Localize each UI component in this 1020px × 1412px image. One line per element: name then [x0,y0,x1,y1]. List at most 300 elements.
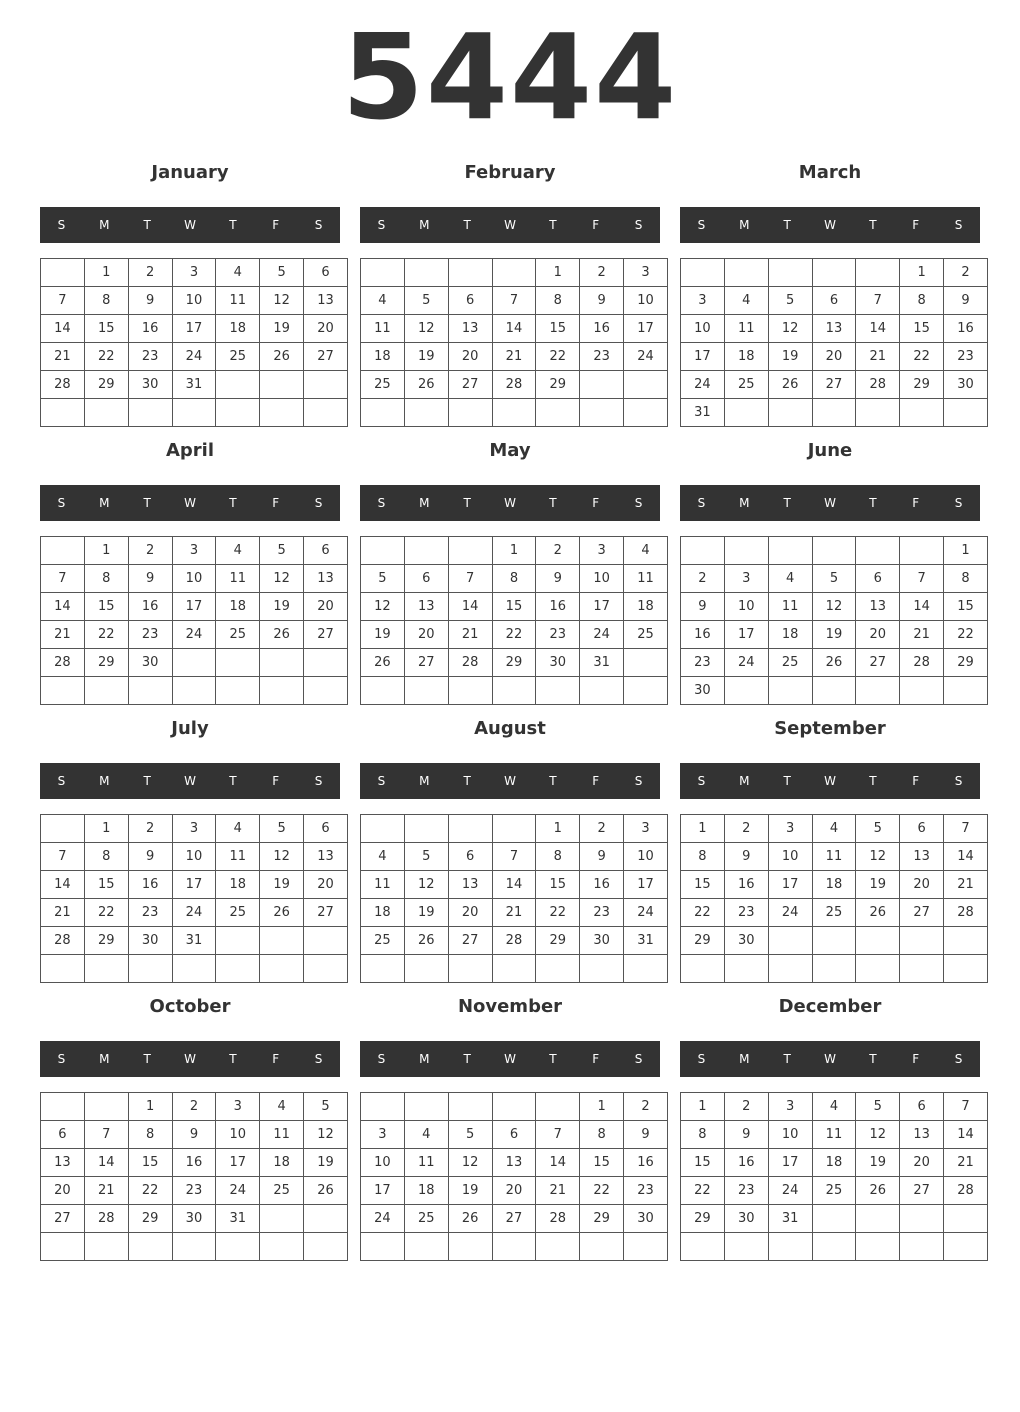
day-cell: 24 [580,621,624,649]
empty-cell [41,677,85,705]
day-cell: 10 [724,593,768,621]
day-cell: 23 [128,899,172,927]
empty-cell [216,371,260,399]
day-cell: 25 [216,621,260,649]
week-row [41,649,348,677]
week-row [681,677,988,705]
day-cell: 2 [681,565,725,593]
day-cell: 27 [304,621,348,649]
week-row [681,649,988,677]
day-cell: 1 [84,259,128,287]
day-cell: 1 [580,1093,624,1121]
day-cell: 28 [84,1205,128,1233]
day-cell: 13 [856,593,900,621]
empty-cell [404,537,448,565]
day-cell: 27 [448,927,492,955]
empty-cell [856,537,900,565]
day-cell: 8 [536,287,580,315]
day-cell: 3 [768,815,812,843]
day-cell: 6 [812,287,856,315]
day-cell: 5 [260,815,304,843]
day-grid [360,536,668,705]
empty-cell [580,955,624,983]
empty-cell [361,955,405,983]
empty-cell [492,259,536,287]
week-row [361,815,668,843]
day-cell: 10 [580,565,624,593]
day-cell: 20 [404,621,448,649]
weekday-label: T [143,218,151,232]
week-row [681,315,988,343]
day-cell: 11 [361,871,405,899]
day-cell: 22 [536,899,580,927]
empty-cell [260,677,304,705]
day-cell: 23 [128,343,172,371]
week-row [41,815,348,843]
day-cell: 3 [361,1121,405,1149]
day-cell: 25 [361,371,405,399]
empty-cell [216,677,260,705]
day-cell: 11 [724,315,768,343]
empty-cell [856,677,900,705]
day-cell: 14 [448,593,492,621]
weekday-label: F [912,218,920,232]
empty-cell [724,259,768,287]
week-row [361,871,668,899]
day-cell: 30 [128,649,172,677]
day-cell: 13 [900,843,944,871]
week-row [361,927,668,955]
weekday-label: W [504,1052,516,1066]
day-cell: 6 [304,815,348,843]
day-cell: 19 [260,871,304,899]
day-cell: 19 [404,343,448,371]
day-cell: 1 [536,259,580,287]
empty-cell [768,259,812,287]
day-cell: 31 [172,927,216,955]
day-cell: 2 [536,537,580,565]
day-cell: 24 [361,1205,405,1233]
day-cell: 2 [580,259,624,287]
day-cell: 10 [216,1121,260,1149]
day-cell: 10 [172,287,216,315]
weekday-label: T [143,496,151,510]
empty-cell [304,927,348,955]
day-cell: 20 [304,593,348,621]
day-cell: 3 [172,537,216,565]
day-cell: 10 [681,315,725,343]
day-cell: 16 [580,315,624,343]
day-cell: 16 [944,315,988,343]
day-cell: 20 [492,1177,536,1205]
week-row [361,843,668,871]
day-cell: 18 [260,1149,304,1177]
empty-cell [128,955,172,983]
week-row [41,955,348,983]
day-cell: 3 [624,259,668,287]
day-cell: 20 [900,871,944,899]
weekday-header [40,485,340,521]
day-cell: 28 [448,649,492,677]
week-row [681,927,988,955]
week-row [41,1149,348,1177]
weekday-label: F [592,218,600,232]
day-cell: 26 [812,649,856,677]
day-cell: 30 [172,1205,216,1233]
day-cell: 28 [856,371,900,399]
empty-cell [624,955,668,983]
day-cell: 2 [128,537,172,565]
day-cell: 3 [172,259,216,287]
month-name: May [489,440,531,461]
day-cell: 23 [724,899,768,927]
day-cell: 10 [624,287,668,315]
day-cell: 11 [216,287,260,315]
empty-cell [536,677,580,705]
day-cell: 31 [580,649,624,677]
empty-cell [812,1233,856,1261]
week-row [681,1205,988,1233]
empty-cell [41,815,85,843]
day-cell: 23 [624,1177,668,1205]
day-cell: 17 [172,315,216,343]
empty-cell [260,371,304,399]
week-row [41,315,348,343]
empty-cell [492,955,536,983]
weekday-label: T [869,496,877,510]
day-cell: 29 [900,371,944,399]
day-cell: 11 [624,565,668,593]
week-row [41,1093,348,1121]
empty-cell [448,537,492,565]
empty-cell [812,1205,856,1233]
day-cell: 1 [681,1093,725,1121]
weekday-label: S [697,774,706,788]
empty-cell [41,259,85,287]
empty-cell [361,815,405,843]
day-cell: 10 [361,1149,405,1177]
week-row [681,955,988,983]
day-cell: 21 [41,621,85,649]
empty-cell [768,677,812,705]
day-cell: 27 [304,343,348,371]
weekday-label: T [463,1052,471,1066]
day-cell: 3 [216,1093,260,1121]
empty-cell [84,955,128,983]
day-cell: 23 [724,1177,768,1205]
day-cell: 20 [448,343,492,371]
day-cell: 15 [492,593,536,621]
day-cell: 3 [768,1093,812,1121]
day-cell: 10 [768,1121,812,1149]
day-cell: 9 [944,287,988,315]
weekday-label: S [697,496,706,510]
empty-cell [128,399,172,427]
empty-cell [260,1205,304,1233]
weekday-label: M [99,218,110,232]
day-cell: 18 [624,593,668,621]
day-cell: 17 [172,593,216,621]
day-cell: 9 [536,565,580,593]
month-name: August [474,718,546,739]
day-cell: 25 [624,621,668,649]
day-cell: 12 [812,593,856,621]
day-cell: 19 [448,1177,492,1205]
empty-cell [856,399,900,427]
day-cell: 28 [944,1177,988,1205]
day-cell: 11 [260,1121,304,1149]
day-cell: 19 [812,621,856,649]
empty-cell [812,927,856,955]
day-cell: 6 [404,565,448,593]
day-cell: 25 [361,927,405,955]
day-cell: 12 [260,565,304,593]
day-cell: 28 [492,927,536,955]
day-cell: 17 [624,871,668,899]
empty-cell [304,1233,348,1261]
day-cell: 17 [724,621,768,649]
week-row [361,1121,668,1149]
empty-cell [580,1233,624,1261]
weekday-label: S [314,1052,323,1066]
empty-cell [812,955,856,983]
weekday-label: F [272,496,280,510]
day-cell: 21 [448,621,492,649]
day-cell: 29 [681,1205,725,1233]
day-cell: 15 [580,1149,624,1177]
day-cell: 13 [492,1149,536,1177]
weekday-label: S [634,218,643,232]
day-cell: 10 [624,843,668,871]
day-cell: 12 [404,871,448,899]
day-cell: 16 [580,871,624,899]
day-cell: 20 [812,343,856,371]
day-cell: 26 [404,927,448,955]
day-cell: 29 [681,927,725,955]
week-row [681,259,988,287]
weekday-label: T [463,774,471,788]
weekday-label: T [143,774,151,788]
day-cell: 25 [404,1205,448,1233]
empty-cell [304,677,348,705]
day-cell: 23 [172,1177,216,1205]
day-cell: 6 [492,1121,536,1149]
empty-cell [404,259,448,287]
day-cell: 12 [304,1121,348,1149]
week-row [681,399,988,427]
day-cell: 18 [216,871,260,899]
day-cell: 28 [536,1205,580,1233]
weekday-label: S [697,218,706,232]
weekday-label: W [824,218,836,232]
empty-cell [260,955,304,983]
day-cell: 20 [900,1149,944,1177]
day-cell: 21 [536,1177,580,1205]
day-cell: 13 [812,315,856,343]
day-cell: 21 [492,343,536,371]
day-cell: 27 [900,1177,944,1205]
day-cell: 4 [724,287,768,315]
day-cell: 21 [41,899,85,927]
day-cell: 6 [448,843,492,871]
empty-cell [944,399,988,427]
week-row [41,537,348,565]
day-cell: 9 [624,1121,668,1149]
day-cell: 15 [681,871,725,899]
empty-cell [900,677,944,705]
day-cell: 26 [361,649,405,677]
day-cell: 28 [944,899,988,927]
day-cell: 13 [304,565,348,593]
weekday-label: T [549,774,557,788]
day-cell: 14 [492,871,536,899]
day-grid [360,258,668,427]
day-cell: 23 [681,649,725,677]
day-cell: 4 [768,565,812,593]
empty-cell [724,399,768,427]
day-cell: 14 [944,1121,988,1149]
day-cell: 18 [216,593,260,621]
day-cell: 24 [724,649,768,677]
day-cell: 15 [128,1149,172,1177]
day-cell: 5 [260,259,304,287]
weekday-label: T [229,1052,237,1066]
empty-cell [41,1093,85,1121]
day-cell: 17 [681,343,725,371]
day-cell: 7 [84,1121,128,1149]
empty-cell [492,677,536,705]
empty-cell [812,537,856,565]
week-row [361,649,668,677]
day-cell: 26 [856,899,900,927]
day-cell: 29 [128,1205,172,1233]
week-row [41,371,348,399]
weekday-label: W [504,774,516,788]
empty-cell [768,399,812,427]
week-row [41,565,348,593]
empty-cell [304,955,348,983]
empty-cell [768,927,812,955]
day-cell: 13 [448,871,492,899]
day-cell: 24 [216,1177,260,1205]
week-row [681,621,988,649]
day-cell: 18 [812,1149,856,1177]
weekday-label: W [824,1052,836,1066]
empty-cell [944,677,988,705]
day-cell: 7 [41,565,85,593]
empty-cell [624,649,668,677]
empty-cell [260,1233,304,1261]
day-cell: 7 [944,1093,988,1121]
empty-cell [944,927,988,955]
empty-cell [304,1205,348,1233]
empty-cell [448,259,492,287]
weekday-label: W [824,496,836,510]
empty-cell [404,815,448,843]
week-row [681,1233,988,1261]
day-cell: 26 [304,1177,348,1205]
empty-cell [260,927,304,955]
weekday-label: T [229,774,237,788]
day-cell: 17 [624,315,668,343]
day-cell: 24 [768,899,812,927]
day-cell: 16 [724,871,768,899]
day-cell: 7 [856,287,900,315]
day-cell: 4 [216,815,260,843]
day-cell: 29 [536,371,580,399]
day-cell: 28 [492,371,536,399]
day-cell: 24 [172,343,216,371]
empty-cell [724,1233,768,1261]
day-cell: 1 [84,815,128,843]
day-cell: 8 [84,287,128,315]
week-row [41,621,348,649]
weekday-label: S [634,496,643,510]
day-cell: 20 [448,899,492,927]
day-cell: 26 [448,1205,492,1233]
day-cell: 19 [404,899,448,927]
day-cell: 18 [812,871,856,899]
day-cell: 25 [216,343,260,371]
month-name: March [798,162,862,183]
day-cell: 8 [84,843,128,871]
day-cell: 2 [944,259,988,287]
empty-cell [361,677,405,705]
day-cell: 4 [624,537,668,565]
day-cell: 6 [304,537,348,565]
day-cell: 14 [536,1149,580,1177]
empty-cell [361,537,405,565]
day-cell: 11 [404,1149,448,1177]
day-cell: 5 [768,287,812,315]
day-cell: 21 [84,1177,128,1205]
day-cell: 22 [84,343,128,371]
day-cell: 21 [944,871,988,899]
empty-cell [900,1205,944,1233]
day-cell: 14 [41,593,85,621]
weekday-label: T [549,1052,557,1066]
day-cell: 2 [580,815,624,843]
empty-cell [944,955,988,983]
day-cell: 30 [128,927,172,955]
day-cell: 3 [580,537,624,565]
week-row [361,899,668,927]
weekday-label: T [869,774,877,788]
week-row [41,899,348,927]
day-cell: 19 [856,1149,900,1177]
weekday-label: M [419,774,430,788]
day-cell: 30 [681,677,725,705]
day-cell: 29 [536,927,580,955]
day-cell: 27 [900,899,944,927]
empty-cell [624,371,668,399]
day-cell: 22 [84,621,128,649]
weekday-label: T [869,1052,877,1066]
weekday-label: S [314,496,323,510]
empty-cell [900,537,944,565]
empty-cell [216,649,260,677]
weekday-label: T [783,1052,791,1066]
weekday-label: F [912,1052,920,1066]
weekday-label: S [954,1052,963,1066]
day-cell: 15 [900,315,944,343]
day-cell: 21 [41,343,85,371]
weekday-label: T [783,774,791,788]
weekday-label: T [783,496,791,510]
day-cell: 8 [492,565,536,593]
weekday-label: T [143,1052,151,1066]
day-cell: 30 [944,371,988,399]
